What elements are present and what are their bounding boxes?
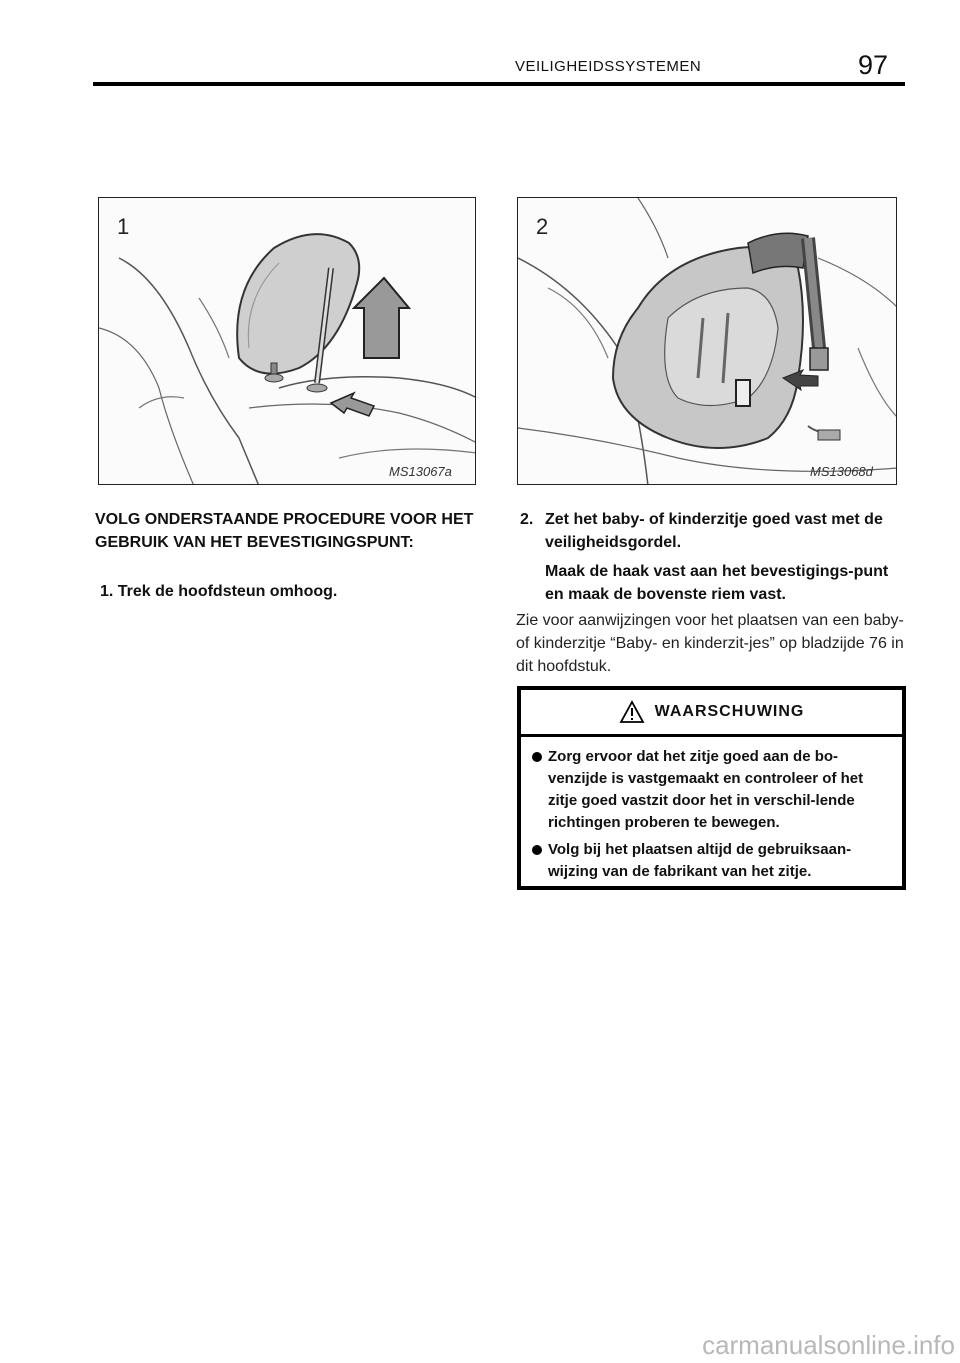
bullet-icon	[532, 845, 542, 855]
child-seat-illustration	[518, 198, 897, 485]
figure-code: MS13067a	[389, 464, 452, 479]
warning-triangle-icon	[619, 700, 645, 724]
step-1: 1. Trek de hoofdsteun omhoog.	[100, 583, 338, 600]
figure-number: 1	[117, 214, 130, 239]
warning-list	[521, 737, 902, 883]
step-2-line-2: Maak de haak vast aan het bevestigings-punt en maak de bovenste riem vast.	[545, 563, 889, 603]
figure-number: 2	[536, 214, 549, 239]
figure-child-seat	[517, 197, 897, 485]
figure-headrest	[98, 197, 476, 485]
section-title: VEILIGHEIDSSYSTEMEN	[515, 58, 702, 75]
watermark: carmanualsonline.info	[702, 1330, 955, 1360]
step-2	[520, 508, 905, 606]
figure-code: MS13068d	[810, 464, 873, 479]
step-2-line-1: Zet het baby- of kinderzitje goed vast met de veiligheidsgordel.	[545, 511, 883, 551]
header-rule	[93, 82, 905, 86]
warning-item-text: Zorg ervoor dat het zitje goed aan de bo-venzijde is vastgemaakt en controleer of het zitje goed vastzit door het in verschil-lende richtingen proberen te bewegen.	[548, 748, 864, 831]
step-2-number: 2.	[520, 511, 534, 528]
warning-box	[517, 686, 906, 890]
warning-item	[529, 839, 894, 883]
warning-header	[521, 690, 902, 737]
procedure-heading: VOLG ONDERSTAANDE PROCEDURE VOOR HET GEBRUIK VAN HET BEVESTIGINGSPUNT:	[95, 511, 474, 551]
reference-paragraph: Zie voor aanwijzingen voor het plaatsen van een baby- of kinderzitje “Baby- en kinderzit-jes” op bladzijde 76 in dit hoofdstuk.	[516, 612, 904, 675]
headrest-illustration	[99, 198, 476, 485]
bullet-icon	[532, 752, 542, 762]
page-number: 97	[858, 50, 889, 80]
warning-title: WAARSCHUWING	[654, 703, 805, 720]
warning-item	[529, 746, 894, 834]
warning-item-text: Volg bij het plaatsen altijd de gebruiksaan-wijzing van de fabrikant van het zitje.	[548, 841, 852, 880]
